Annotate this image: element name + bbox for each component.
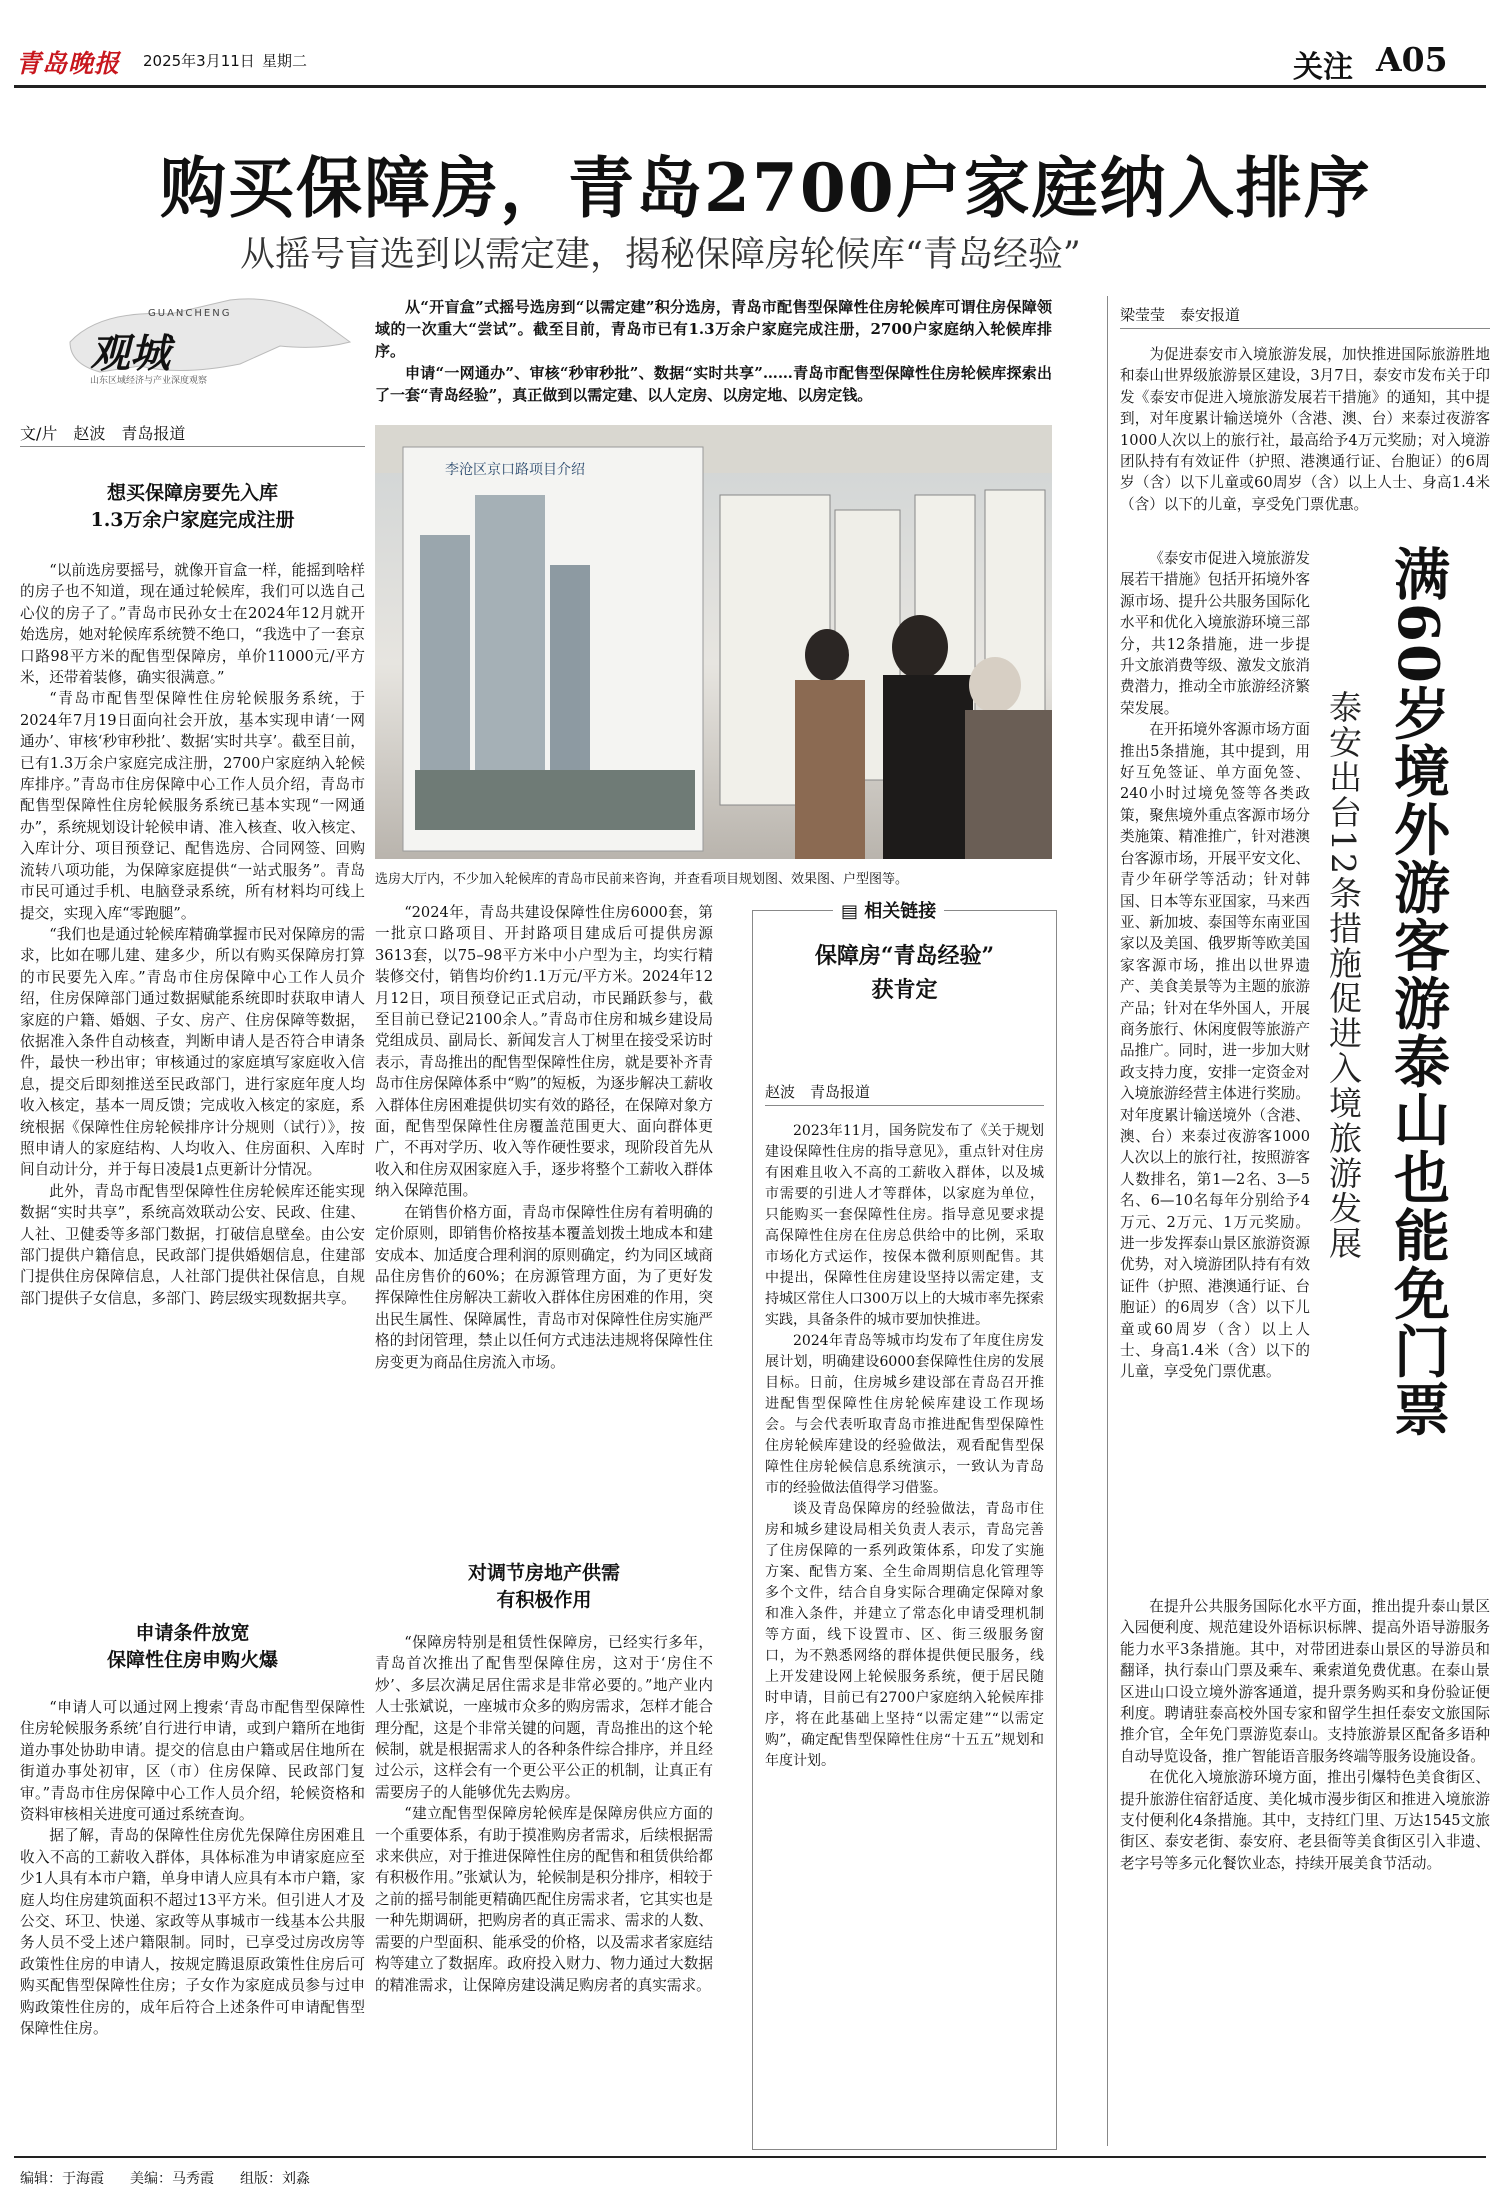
related-byline: 赵波 青岛报道 [765, 1083, 871, 1101]
footer-rule [14, 2156, 1486, 2158]
lead-paragraph [375, 296, 1052, 406]
related-tag [833, 897, 944, 923]
right-paragraph: 在开拓境外客源市场方面推出5条措施，其中提到，用好互免签证、单方面免签、240小时过境免签等各类政策，聚焦境外重点客源市场分类施策、精准推广，针对港澳台客源市场，开展平安文化、青少年研学等活动；针对韩国、日本等东亚国家，马来西亚、新加坡、泰国等东南亚国家以及美国、俄罗斯等欧美国家客源市场，推出以世界遗产、美食美景等为主题的旅游产品；针对在华外国人，开展商务旅行、休闲度假等旅游产品推广。同时，进一步加大财政支持力度，安排一定资金对入境旅游经营主体进行奖励。对年度累计输送境外（含港、澳、台）来泰过夜游客1000人次以上的旅行社，按照游客人数排名，第1—2名、3—5名、6—10名每年分别给予4万元、2万元、1万元奖励。进一步发挥泰山景区旅游资源优势，对入境游团队持有有效证件（护照、港澳通行证、台胞证）的6周岁（含）以下儿童或60周岁（含）以上人士、身高1.4米（含）以下的儿童，享受免门票优惠。 [1120, 721, 1310, 1381]
related-tag-label: 相关链接 [864, 901, 937, 922]
section2-title [20, 1620, 365, 1674]
column-logo-tag: 山东区域经济与产业深度观察 [90, 376, 208, 386]
page-number: A05 [1376, 40, 1448, 79]
related-title-line1: 保障房“青岛经验” [814, 943, 995, 969]
right-subheadline: 泰安出台12条措施促进入境旅游发展 [1324, 690, 1363, 1261]
col1a-paragraph: “青岛市配售型保障性住房轮候服务系统，于2024年7月19日面向社会开放，基本实现申请‘一网通办’、审核‘秒审秒批’、数据‘实时共享’。截至目前，已有1.3万余户家庭完成注册，2700户家庭纳入轮候库排序。”青岛市住房保障中心工作人员介绍，青岛市配售型保障性住房轮候服务系统已基本实现“一网通办”，系统规划设计轮候申请、准入核查、收入核定、入库计分、项目预登记、配售选房、合同网签、回购流转八项功能，为保障家庭提供“一站式服务”。青岛市民可通过手机、电脑登录系统，所有材料均可线上提交，实现入库“零跑腿”。 [20, 690, 365, 922]
issue-date: 2025年3月11日 [143, 52, 255, 70]
masthead-rule [14, 85, 1486, 88]
section3-title-line1: 对调节房地产供需 [467, 1562, 620, 1584]
col1-body-a [20, 560, 365, 1606]
right-byline-rule [1120, 328, 1490, 329]
col2b-paragraph: “建立配售型保障房轮候库是保障房供应方面的一个重要体系，有助于摸准购房者需求，后续根据需求来供应，对于推进保障性住房的配售和租赁供给都有积极作用。”张斌认为，轮候制是积分排序，相较于之前的摇号制能更精确匹配住房需求者，它其实也是一种先期调研，把购房者的真正需求、需求的人数、需要的户型面积、能承受的价格，以及需求者家庭结构等建立了数据库。政府投入财力、物力通过大数据的精准需求，让保障房建设满足购房者的真实需求。 [375, 1805, 713, 1994]
section2-title-line1: 申请条件放宽 [135, 1622, 250, 1644]
col2-body-a [375, 902, 713, 1592]
col1a-paragraph: “以前选房要摇号，就像开盲盒一样，能摇到啥样的房子也不知道，现在通过轮候库，我们可以选自己心仪的房子了。”青岛市民孙女士在2024年12月就开始选房，她对轮候库系统赞不绝口，“我选中了一套京口路98平方米的配售型保障房，单价11000元/平方米，还带着装修，确实很满意。” [20, 562, 365, 687]
footer-proof: 组版：刘淼 [240, 2171, 310, 2187]
section3-title-line2: 有积极作用 [496, 1589, 592, 1611]
issue-weekday: 星期二 [262, 52, 308, 70]
right-paragraph: 《泰安市促进入境旅游发展若干措施》包括开拓境外客源市场、提升公共服务国际化水平和优化入境旅游环境三部分，共12条措施，进一步提升文旅消费等级、激发文旅消费潜力，推动全市旅游经济繁荣发展。 [1120, 550, 1310, 717]
col1a-paragraph: “我们也是通过轮候库精确掌握市民对保障房的需求，比如在哪儿建、建多少，所以有购买保障房打算的市民要先入库。”青岛市住房保障中心工作人员介绍，住房保障部门通过数据赋能系统即时获取申请人家庭的户籍、婚姻、子女、房产、住房保障等数据，依据准入条件自动核查，判断申请人是否符合申请条件，最快一秒出审；审核通过的家庭填写家庭收入信息，提交后即刻推送至民政部门，进行家庭年度人均收入核定，基本一周反馈；完成收入核定的家庭，系统根据《保障性住房轮候排序计分规则（试行）》，按照申请人的家庭结构、人均收入、住房面积、入库时间自动计分，并于每日凌晨1点更新计分情况。 [20, 925, 365, 1179]
column-logo-en: GUANCHENG [148, 308, 232, 319]
photo-illustration [375, 425, 1052, 859]
lead-p2: 申请“一网通办”、审核“秒审秒批”、数据“实时共享”……青岛市配售型保障性住房轮候库探索出了一套“青岛经验”，真正做到以需定建、以人定房、以房定地、以房定钱。 [375, 364, 1052, 404]
photo-sign: 李沧区京口路项目介绍 [445, 462, 585, 478]
col1a-paragraph: 此外，青岛市配售型保障性住房轮候库还能实现数据“实时共享”，系统高效联动公安、民政、住建、人社、卫健委等多部门数据，打破信息壁垒。由公安部门提供户籍信息，民政部门提供婚姻信息，住建部门提供住房保障信息，人社部门提供社保信息，自规部门提供子女信息，多部门、跨层级实现数据共享。 [20, 1182, 365, 1307]
photo-caption: 选房大厅内，不少加入轮候库的青岛市民前来咨询，并查看项目规划图、效果图、户型图等。 [375, 872, 909, 887]
news-photo [375, 425, 1052, 859]
col2b-paragraph: “保障房特别是租赁性保障房，已经实行多年，青岛首次推出了配售型保障住房，这对于‘房住不炒’、多层次满足居住需求是非常必要的。”地产业内人士张斌说，一座城市众多的购房需求，怎样才能合理分配，这是个非常关键的问题，青岛推出的这个轮候制，就是根据需求人的各种条件综合排序，并且经过公示，这样会有一个更公平公正的机制，让真正有需要房子的人能够优先去购房。 [375, 1634, 713, 1801]
related-paragraph: 2023年11月，国务院发布了《关于规划建设保障性住房的指导意见》，重点针对住房有困难且收入不高的工薪收入群体，以及城市需要的引进人才等群体，以家庭为单位，只能购买一套保障性住房。指导意见要求提高保障性住房在住房总供给中的比例，采取市场化方式运作，按保本微利原则配售。其中提出，保障性住房建设坚持以需定建，支持城区常住人口300万以上的大城市率先探索实践，具备条件的城市要加快推进。 [765, 1123, 1044, 1328]
related-paragraph: 2024年青岛等城市均发布了年度住房发展计划，明确建设6000套保障性住房的发展目标。日前，住房城乡建设部在青岛召开推进配售型保障性住房轮候库建设工作现场会。与会代表听取青岛市推进配售型保障性住房轮候库建设的经验做法，观看配售型保障性住房轮候信息系统演示，一致认为青岛市的经验做法值得学习借鉴。 [765, 1333, 1044, 1496]
byline-rule [20, 446, 365, 447]
lead-p1: 从“开盲盒”式摇号选房到“以需定建”积分选房，青岛市配售型保障性住房轮候库可谓住房保障领域的一次重大“尝试”。截至目前，青岛市已有1.3万余户家庭完成注册，2700户家庭纳入轮候库排序。 [375, 298, 1052, 360]
right-headline: 满60岁境外游客游泰山也能免门票 [1385, 545, 1451, 1439]
col2-body-b [375, 1632, 713, 2148]
related-paragraph: 谈及青岛保障房的经验做法，青岛市住房和城乡建设局相关负责人表示，青岛完善了住房保障的一系列政策体系，印发了实施方案、配售方案、全生命周期信息化管理等多个文件，结合自身实际合理确定保障对象和准入条件，并建立了常态化申请受理机制等方面，线下设置市、区、街三级服务窗口，为不熟悉网络的群体提供便民服务，线上开发建设网上轮候服务系统，便于居民随时申请，目前已有2700户家庭纳入轮候库排序，将在此基础上坚持“以需定建”“以需定购”，确定配售型保障性住房“十五五”规划和年度计划。 [765, 1501, 1044, 1769]
section1-title-line1: 想买保障房要先入库 [106, 482, 278, 504]
col1b-paragraph: 据了解，青岛的保障性住房优先保障住房困难且收入不高的工薪收入群体，具体标准为申请家庭应至少1人具有本市户籍，单身申请人应具有本市户籍，家庭人均住房建筑面积不超过13平方米。但引进人才及公交、环卫、快递、家政等从事城市一线基本公共服务人员不受上述户籍限制。同时，已享受过房改房等政策性住房的申请人，按规定腾退原政策性住房后可购买配售型保障性住房；子女作为家庭成员参与过申购政策性住房的，成年后符合上述条件可申请配售型保障性住房。 [20, 1827, 365, 2038]
col1-body-b [20, 1697, 365, 2145]
right-paragraph: 在提升公共服务国际化水平方面，推出提升泰山景区入园便利度、规范建设外语标识标牌、提高外语导游服务能力水平3条措施。其中，对带团进泰山景区的导游员和翻译，执行泰山门票及乘车、乘索道免费优惠。在泰山景区进山口设立境外游客通道，提升票务购买和身份验证便利度。聘请驻泰高校外国专家和留学生担任泰安文旅国际推介官，全年免门票游览泰山。支持旅游景区配备多语种自动导览设备，推广智能语音服务终端等服务设施设备。 [1120, 1598, 1490, 1765]
related-title-line2: 获肯定 [871, 977, 938, 1003]
related-byline-rule [765, 1105, 1044, 1106]
column-logo-cn: 观城 [90, 330, 170, 377]
main-subheadline: 从摇号盲选到以需定建，揭秘保障房轮候库“青岛经验” [240, 235, 1081, 275]
related-title [753, 939, 1056, 1007]
related-tag-icon: ▤ [841, 901, 859, 922]
right-body-top [1120, 344, 1490, 544]
col1b-paragraph: “申请人可以通过网上搜索‘青岛市配售型保障性住房轮候服务系统’自行进行申请，或到户籍所在地街道办事处协助申请。提交的信息由户籍或居住地所在街道办事处初审，区（市）住房保障、民政部门复审。”青岛市住房保障中心工作人员介绍，轮候资格和资料审核相关进度可通过系统查询。 [20, 1699, 365, 1824]
main-headline: 购买保障房，青岛2700户家庭纳入排序 [160, 149, 1372, 227]
footer-art: 美编：马秀霞 [130, 2171, 214, 2187]
col2a-paragraph: “2024年，青岛共建设保障性住房6000套，第一批京口路项目、开封路项目建成后可提供房源3613套，以75–98平方米中小户型为主，均实行精装修交付，销售均价约1.1万元/平方米。2024年12月12日，项目预登记正式启动，市民踊跃参与，截至目前已登记2100余人。”青岛市住房和城乡建设局党组成员、副局长、新闻发言人丁树里在接受采访时表示，青岛推出的配售型保障性住房，就是要补齐青岛市住房保障体系中“购”的短板，为逐步解决工薪收入群体住房困难提供切实有效的路径，在保障对象方面，配售型保障性住房覆盖范围更大、面向群体更广，不再对学历、收入等作硬性要求，现阶段首先从收入和住房双困家庭入手，逐步将整个工薪收入群体纳入保障范围。 [375, 904, 713, 1200]
section1-title-line2: 1.3万余户家庭完成注册 [90, 509, 295, 531]
right-byline: 梁莹莹 泰安报道 [1120, 306, 1241, 324]
right-body-mid [1120, 548, 1310, 1488]
column-divider [1107, 296, 1108, 2146]
section-name: 关注 [1293, 50, 1353, 85]
related-body [765, 1121, 1044, 2139]
section1-title [20, 480, 365, 534]
section2-title-line2: 保障性住房申购火爆 [106, 1649, 278, 1671]
column-logo [30, 280, 360, 400]
right-paragraph: 在优化入境旅游环境方面，推出引爆特色美食街区、提升旅游住宿舒适度、美化城市漫步街区和推进入境旅游支付便利化4条措施。其中，支持红门里、万达1545文旅街区、泰安老街、泰安府、老县衙等美食街区引入非遗、老字号等多元化餐饮业态，持续开展美食节活动。 [1120, 1769, 1490, 1872]
masthead [0, 0, 1500, 92]
section3-title [375, 1560, 713, 1614]
col2a-paragraph: 在销售价格方面，青岛市保障性住房有着明确的定价原则，即销售价格按基本覆盖划拨土地成本和建安成本、加适度合理利润的原则确定，约为同区域商品住房售价的60%；在房源管理方面，为了更好发挥保障性住房解决工薪收入群体住房困难的作用，突出民生属性、保障属性，青岛市对保障性住房实施严格的封闭管理，禁止以任何方式违法违规将保障性住房变更为商品住房流入市场。 [375, 1203, 713, 1371]
right-body-bottom [1120, 1596, 1490, 2148]
right-paragraph: 为促进泰安市入境旅游发展，加快推进国际旅游胜地和泰山世界级旅游景区建设，3月7日，泰安市发布关于印发《泰安市促进入境旅游发展若干措施》的通知，其中提到，对年度累计输送境外（含港、澳、台）来泰过夜游客1000人次以上的旅行社，最高给予4万元奖励；对入境游团队持有有效证件（护照、港澳通行证、台胞证）的6周岁（含）以下儿童或60周岁（含）以上人士、身高1.4米（含）以下的儿童，享受免门票优惠。 [1120, 346, 1490, 513]
footer-editor: 编辑：于海霞 [20, 2171, 104, 2187]
related-box [752, 901, 1057, 2150]
newspaper-logo: 青岛晚报 [16, 49, 121, 78]
byline: 文/片 赵波 青岛报道 [20, 424, 186, 443]
